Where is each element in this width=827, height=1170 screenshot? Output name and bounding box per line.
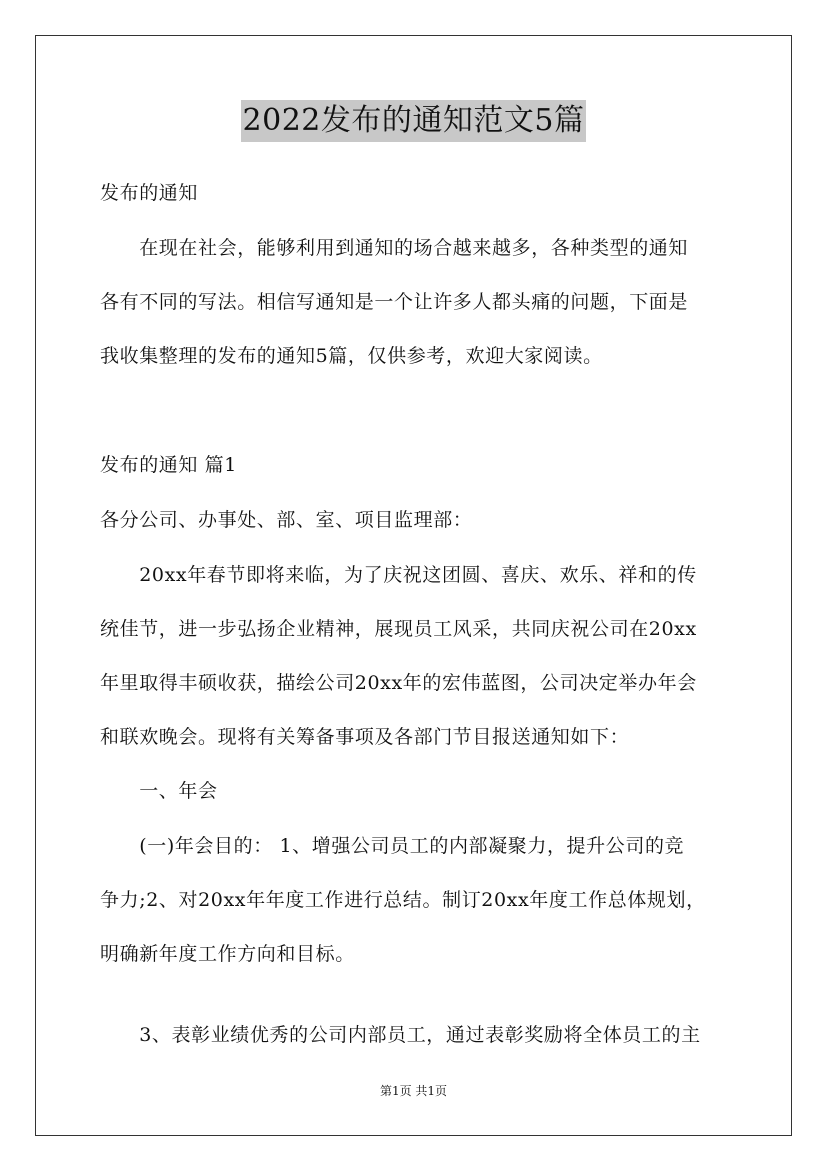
paragraph-line: 各分公司、办事处、部、室、项目监理部： [100, 509, 473, 531]
page-footer: 第1页 共1页 [379, 1084, 448, 1098]
paragraph-line: 争力;2、对20xx年年度工作进行总结。制订20xx年度工作总体规划， [100, 889, 706, 911]
paragraph-line: 各有不同的写法。相信写通知是一个让许多人都头痛的问题，下面是 [100, 291, 689, 313]
section-heading: 发布的通知 [100, 182, 199, 204]
document-title: 2022发布的通知范文5篇 [241, 100, 587, 142]
title-container [0, 100, 827, 142]
paragraph-line: 明确新年度工作方向和目标。 [100, 943, 355, 965]
paragraph-line: 一、年会 [100, 780, 218, 802]
paragraph-line: 在现在社会，能够利用到通知的场合越来越多，各种类型的通知 [100, 237, 689, 259]
paragraph-line: 和联欢晚会。现将有关筹备事项及各部门节目报送通知如下： [100, 726, 630, 748]
paragraph-line: 3、表彰业绩优秀的公司内部员工，通过表彰奖励将全体员工的主 [100, 1024, 701, 1046]
paragraph-line: 20xx年春节即将来临，为了庆祝这团圆、喜庆、欢乐、祥和的传 [100, 564, 697, 586]
paragraph-line: 统佳节，进一步弘扬企业精神，展现员工风采，共同庆祝公司在20xx [100, 618, 697, 640]
paragraph-line: (一)年会目的： 1、增强公司员工的内部凝聚力，提升公司的竞 [100, 835, 685, 857]
paragraph-line: 我收集整理的发布的通知5篇，仅供参考，欢迎大家阅读。 [100, 345, 603, 367]
section-heading: 发布的通知 篇1 [100, 454, 237, 476]
paragraph-line: 年里取得丰硕收获，描绘公司20xx年的宏伟蓝图，公司决定举办年会 [100, 672, 697, 694]
